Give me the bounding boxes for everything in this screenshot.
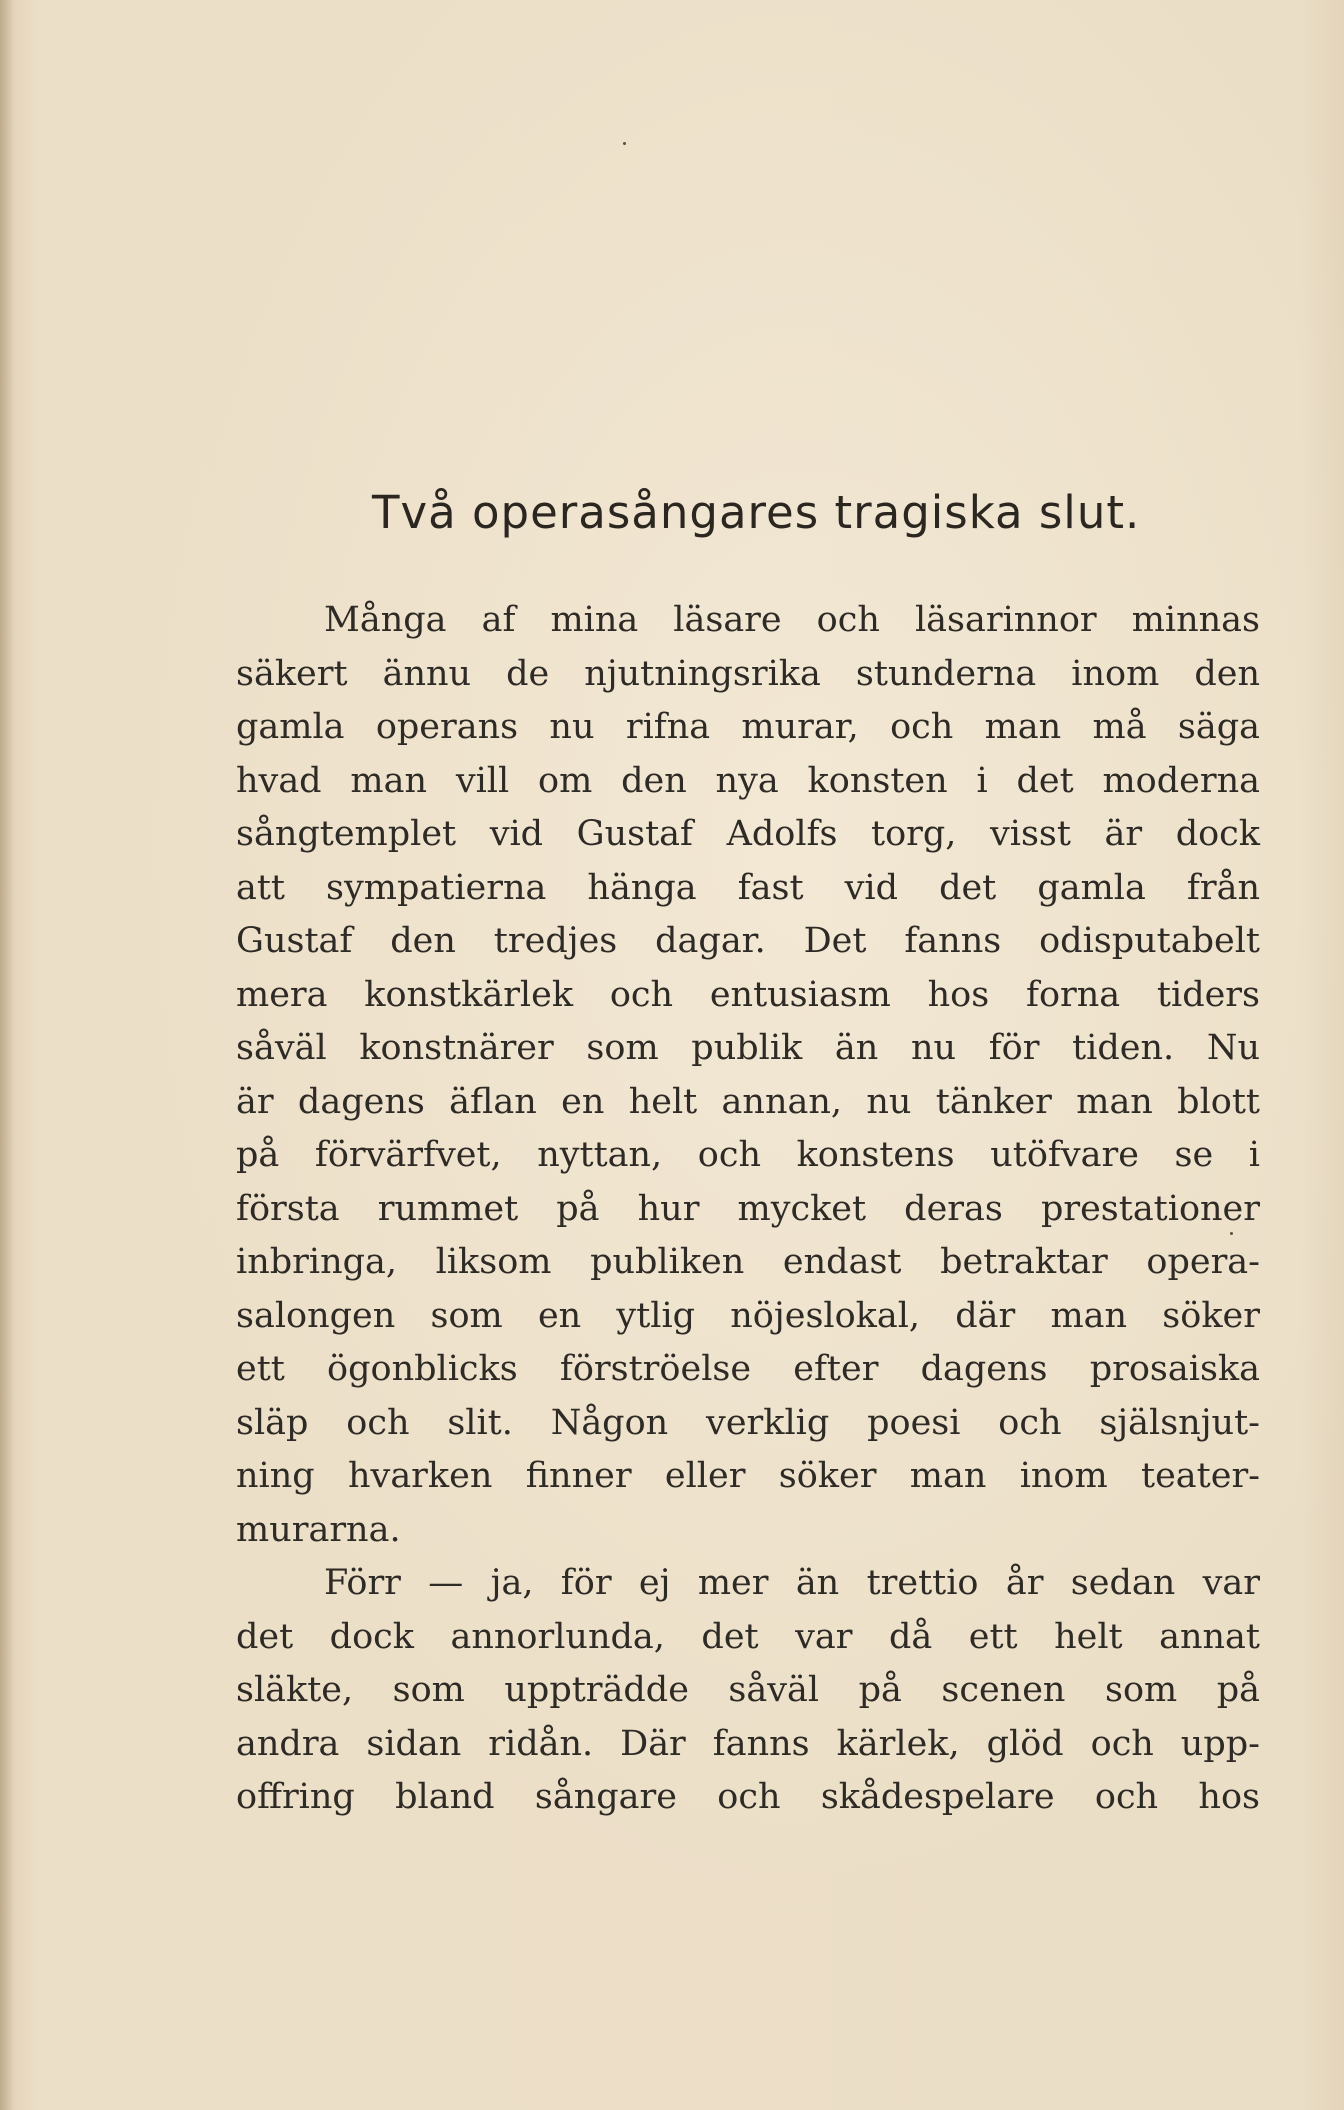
text-line: murarna.	[236, 1509, 401, 1550]
text-line: första rummet på hur mycket deras prestationer	[236, 1188, 1260, 1229]
text-line: släp och slit. Någon verklig poesi och själsnjut-	[236, 1402, 1260, 1443]
text-line: såväl konstnärer som publik än nu för tiden. Nu	[236, 1028, 1260, 1068]
chapter-body-text	[236, 594, 1260, 1825]
text-line: offring bland sångare och skådespelare och hos	[236, 1777, 1260, 1817]
text-line: andra sidan ridån. Där fanns kärlek, glöd och upp-	[236, 1723, 1260, 1764]
text-line: mera konstkärlek och entusiasm hos forna tiders	[236, 974, 1260, 1015]
text-line: att sympatierna hänga fast vid det gamla från	[236, 867, 1260, 908]
text-line: sångtemplet vid Gustaf Adolfs torg, visst är dock	[236, 814, 1260, 854]
text-line: säkert ännu de njutningsrika stunderna inom den	[236, 653, 1260, 694]
paper-speck	[623, 142, 626, 145]
text-line: på förvärfvet, nyttan, och konstens utöfvare se i	[236, 1135, 1260, 1175]
text-line: ning hvarken finner eller söker man inom teater-	[236, 1456, 1260, 1496]
text-line: Gustaf den tredjes dagar. Det fanns odisputabelt	[236, 921, 1260, 961]
text-line: det dock annorlunda, det var då ett helt annat	[236, 1616, 1260, 1657]
text-line: salongen som en ytlig nöjeslokal, där man söker	[236, 1295, 1260, 1336]
page-gutter-shadow	[0, 0, 14, 2110]
text-line: gamla operans nu rifna murar, och man må säga	[236, 707, 1260, 747]
text-line: inbringa, liksom publiken endast betraktar opera-	[236, 1242, 1260, 1282]
text-line: Många af mina läsare och läsarinnor minnas	[324, 600, 1260, 640]
chapter-title: Två operasångares tragiska slut.	[372, 486, 1141, 539]
text-line: hvad man vill om den nya konsten i det moderna	[236, 760, 1260, 801]
text-line: ett ögonblicks förströelse efter dagens prosaiska	[236, 1349, 1260, 1389]
paper-speck	[1230, 1232, 1233, 1235]
text-line: är dagens äflan en helt annan, nu tänker man blott	[236, 1081, 1260, 1122]
text-line: släkte, som uppträdde såväl på scenen som på	[236, 1670, 1260, 1710]
text-line: Förr — ja, för ej mer än trettio år sedan var	[324, 1563, 1260, 1603]
